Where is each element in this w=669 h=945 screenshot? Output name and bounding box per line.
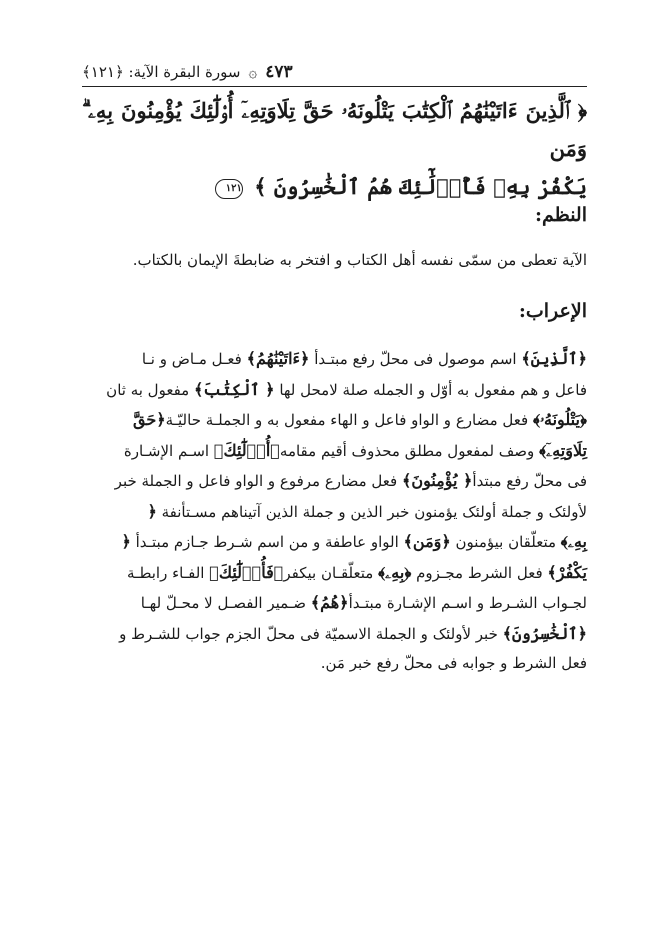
verse-line-2-text: يَكْفُرْ بِهِۦ فَأُو۟لَٰٓئِكَ هُمُ ٱلْخَٰسِرُونَ ﴾	[254, 174, 587, 199]
irab-text: ضـمير الفصـل لا محـلّ لهـا	[140, 594, 311, 612]
irab-text: الواو عاطفة و من اسم شـرط جـازم مبتـدأ	[130, 533, 404, 551]
surah-reference: سورة البقرة الآية: ﴿١٢١﴾	[82, 63, 241, 81]
quran-word: ﴿ ٱلْكِتَٰبَ﴾	[193, 379, 275, 399]
quran-word: ﴿	[147, 501, 157, 521]
quran-word: ﴿وَمَن﴾	[403, 532, 451, 551]
irab-line	[82, 527, 587, 558]
page-number: ٤٧٣	[265, 62, 293, 82]
irab-text: متعلّقان بيؤمنون	[450, 533, 561, 551]
irab-paragraph	[82, 344, 587, 679]
star-ornament-icon: ۞	[248, 62, 258, 81]
quran-word: ﴿ٱلْخَٰسِرُونَ﴾	[502, 623, 587, 643]
irab-line	[82, 588, 587, 619]
verse-line-1: ﴿ ٱلَّذِينَ ءَاتَيْنَٰهُمُ ٱلْكِتَٰبَ يَتْلُونَهُۥ حَقَّ تِلَاوَتِهِۦٓ أُو۟لَٰٓئِكَ يُؤْمِنُونَ بِهِۦ ۗ وَمَن	[82, 98, 587, 161]
irab-text: وصف لمفعول مطلق محذوف أقيم مقامه	[279, 441, 540, 460]
irab-line	[82, 375, 587, 406]
irab-text: مفعول به ثان	[106, 380, 194, 399]
quran-word: ﴿	[121, 532, 131, 551]
irab-line	[82, 344, 587, 375]
quran-word: ﴿فَأُو۟لَٰٓئِكَ﴾	[209, 562, 284, 582]
quran-word: يَكْفُرْ﴾	[547, 562, 587, 582]
quran-word: بِهِۦ﴾	[560, 532, 587, 551]
irab-text: متعلّقـان بيكفر	[283, 563, 379, 582]
irab-text: فعـل مـاض و نـا	[141, 350, 247, 368]
quran-word: ﴿ يُؤْمِنُونَ﴾	[401, 471, 473, 490]
irab-text: فعل الشرط و جوابه فى محلّ رفع خبر مَن.	[320, 654, 587, 672]
quran-word: تِلَاوَتِهِۦٓ﴾	[539, 440, 587, 460]
quran-word: ﴿هُمُ﴾	[310, 593, 349, 612]
irab-text: فعل مضارع مرفوع و الواو فاعل و الجملة خبر	[114, 472, 402, 490]
nazm-heading: النظم:	[534, 204, 587, 226]
irab-text: فى محلّ رفع مبتدأ	[472, 472, 587, 490]
irab-text: لجـواب الشـرط و اسـم الإشـارة مبتـدأ	[348, 594, 587, 612]
quran-word: ﴿حَقَّ	[132, 410, 166, 429]
verse-line-2	[82, 168, 587, 206]
irab-heading: الإعراب:	[518, 300, 587, 322]
irab-text: فعل الشرط مجـزوم	[411, 563, 548, 582]
ayah-number-marker: ١٢١	[215, 179, 243, 199]
nazm-paragraph: الآية تعطى من سمّى نفسه أهل الكتاب و افتخر به ضابطةَ الإيمان بالكتاب.	[132, 251, 587, 269]
irab-line	[82, 466, 587, 497]
irab-text: فاعل و هم مفعول به أوّل و الجمله صلة لامحل لها	[274, 380, 587, 399]
irab-text: اسم موصول فى محلّ رفع مبتـدأ	[309, 350, 522, 368]
irab-line	[82, 436, 587, 467]
quran-verse	[82, 92, 587, 206]
header-content	[82, 62, 293, 82]
quran-word: ﴿يَتْلُونَهُۥ﴾	[532, 410, 587, 429]
irab-line	[82, 558, 587, 589]
irab-text: اسـم الإشـارة	[123, 441, 214, 460]
irab-line	[82, 649, 587, 679]
irab-line	[82, 497, 587, 528]
irab-line	[82, 405, 587, 436]
quran-word: ﴿أُو۟لَٰٓئِكَ﴾	[213, 440, 280, 460]
quran-word: ﴿بِهِۦ﴾	[378, 562, 412, 582]
irab-line	[82, 619, 587, 650]
irab-text: لأولئک و جملة أولئک يؤمنون خبر الذين و جملة الذين آتيناهم مسـتأنفة	[156, 502, 587, 521]
quran-word: ﴿ٱلَّذِينَ﴾	[521, 349, 587, 368]
irab-text: الفـاء رابطـة	[127, 563, 210, 582]
quran-word: ﴿ءَاتَيْنَٰهُمُ﴾	[246, 349, 310, 368]
irab-text: فعل مضارع و الواو فاعل و الهاء مفعول به و الجملـة حاليّـة	[165, 411, 533, 429]
running-header	[82, 52, 587, 87]
irab-text: خبر لأولئک و الجملة الاسميّة فى محلّ الجزم جواب للشـرط و	[119, 624, 503, 643]
